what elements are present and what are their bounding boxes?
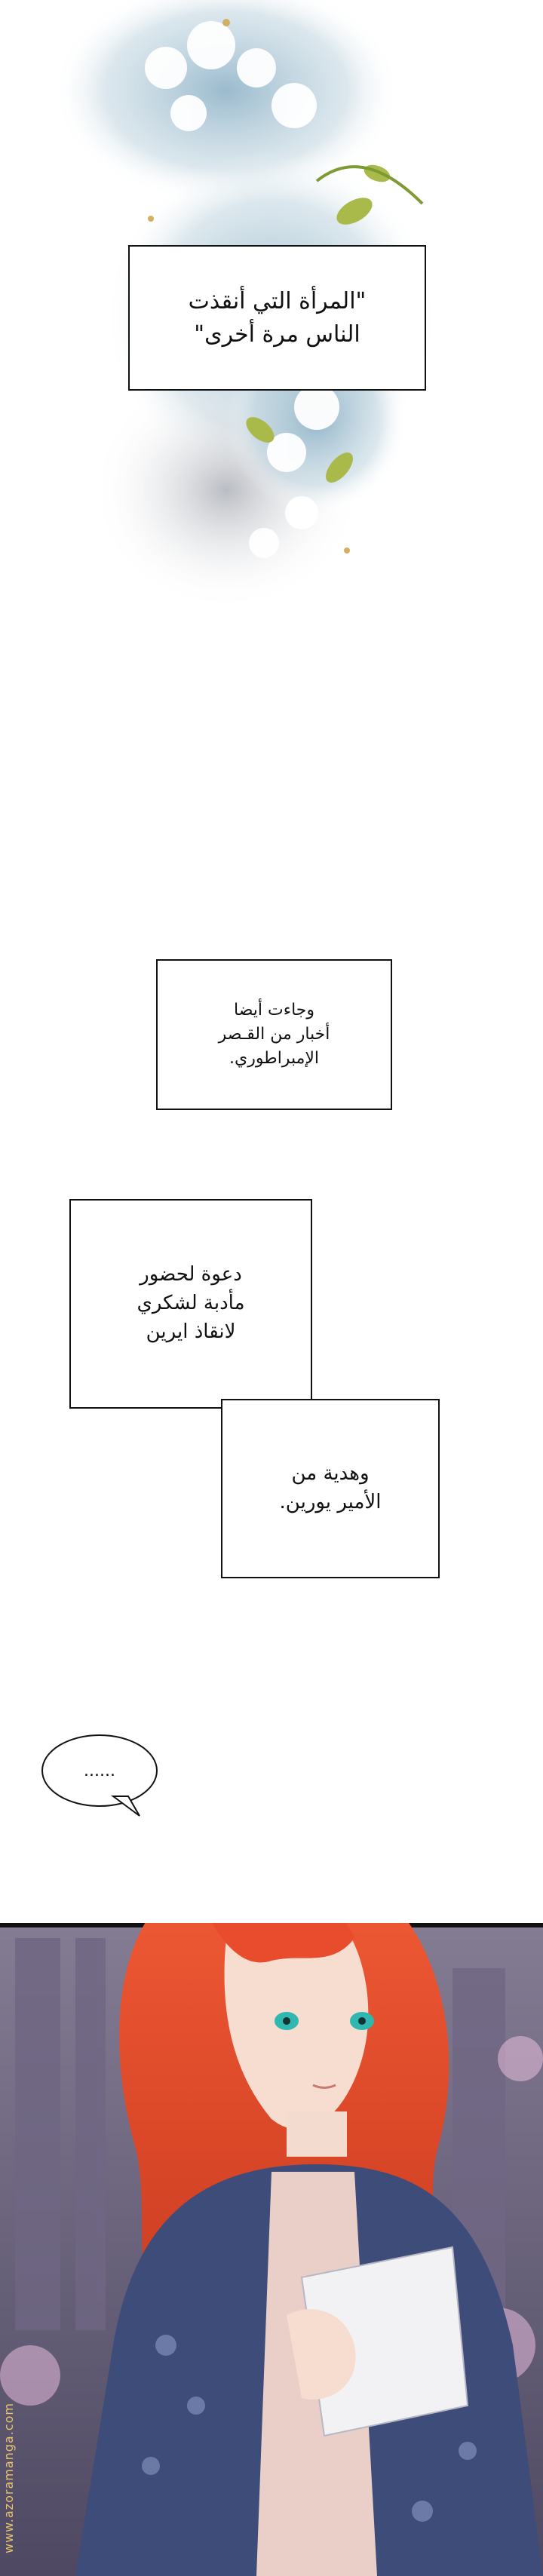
caption-text: أخبار من القـصر [218,1025,330,1044]
floral-panel [0,0,543,679]
caption-text: الناس مرة أخرى" [194,320,360,348]
caption-text: لانقاذ ايرين [146,1320,236,1343]
speech-text: ...... [84,1761,115,1780]
caption-text: مأدبة لشكري [137,1292,245,1315]
caption-box-gift [221,1399,440,1578]
caption-text: الإمبراطوري. [229,1048,320,1068]
caption-text: الأمير يورين. [279,1491,382,1513]
caption-box-news [156,959,392,1110]
caption-text: دعوة لحضور [140,1263,242,1286]
caption-box-top [128,245,426,391]
caption-text: وجاءت أيضا [234,1001,314,1020]
caption-text: "المرأة التي أنقذت [188,288,367,314]
character-panel [0,1923,543,2576]
watermark: www.azoramanga.com [2,2403,16,2553]
speech-bubble-tail [109,1795,155,1825]
caption-box-invitation [69,1199,312,1409]
caption-text: وهدية من [291,1462,370,1486]
character-illustration [0,1923,543,2576]
